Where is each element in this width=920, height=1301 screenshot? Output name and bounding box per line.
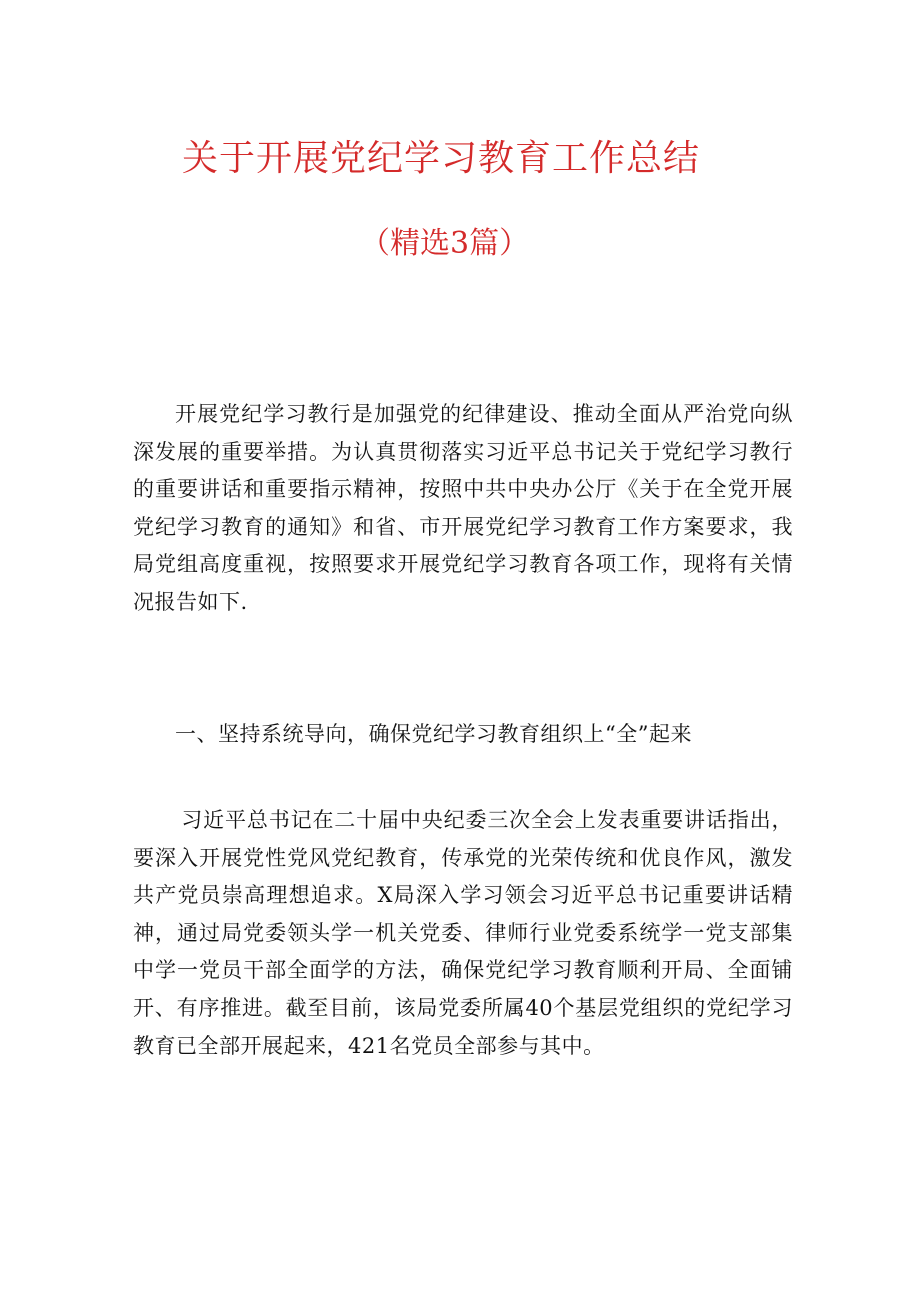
document-subtitle: （精选3篇） — [360, 226, 530, 261]
intro-paragraph: 开展党纪学习教行是加强党的纪律建设、推动全面从严治党向纵深发展的重要举措。为认真贯彻落实习近平总书记关于党纪学习教行的重要讲话和重要指示精神，按照中共中央办公厅《关于在全党开展党纪学习教育的通知》和省、市开展党纪学习教育工作方案要求，我局党组高度重视，按照要求开展党纪学习教育各项工作，现将有关情况报告如下. — [133, 402, 793, 614]
section-heading: 一、坚持系统导向，确保党纪学习教育组织上“全”起来 — [175, 722, 692, 746]
section-paragraph: 习近平总书记在二十届中央纪委三次全会上发表重要讲话指出，要深入开展党性党风党纪教育，传承党的光荣传统和优良作风，激发共产党员崇高理想追求。X局深入学习领会习近平总书记重要讲话精神，通过局党委领头学一机关党委、律师行业党委系统学一党支部集中学一党员干部全面学的方法，确保党纪学习教育顺利开局、全面铺开、有序推进。截至目前，该局党委所属40个基层党组织的党纪学习教育已全部开展起来，421名党员全部参与其中。 — [133, 808, 793, 1058]
document-title: 关于开展党纪学习教育工作总结 — [182, 138, 701, 179]
